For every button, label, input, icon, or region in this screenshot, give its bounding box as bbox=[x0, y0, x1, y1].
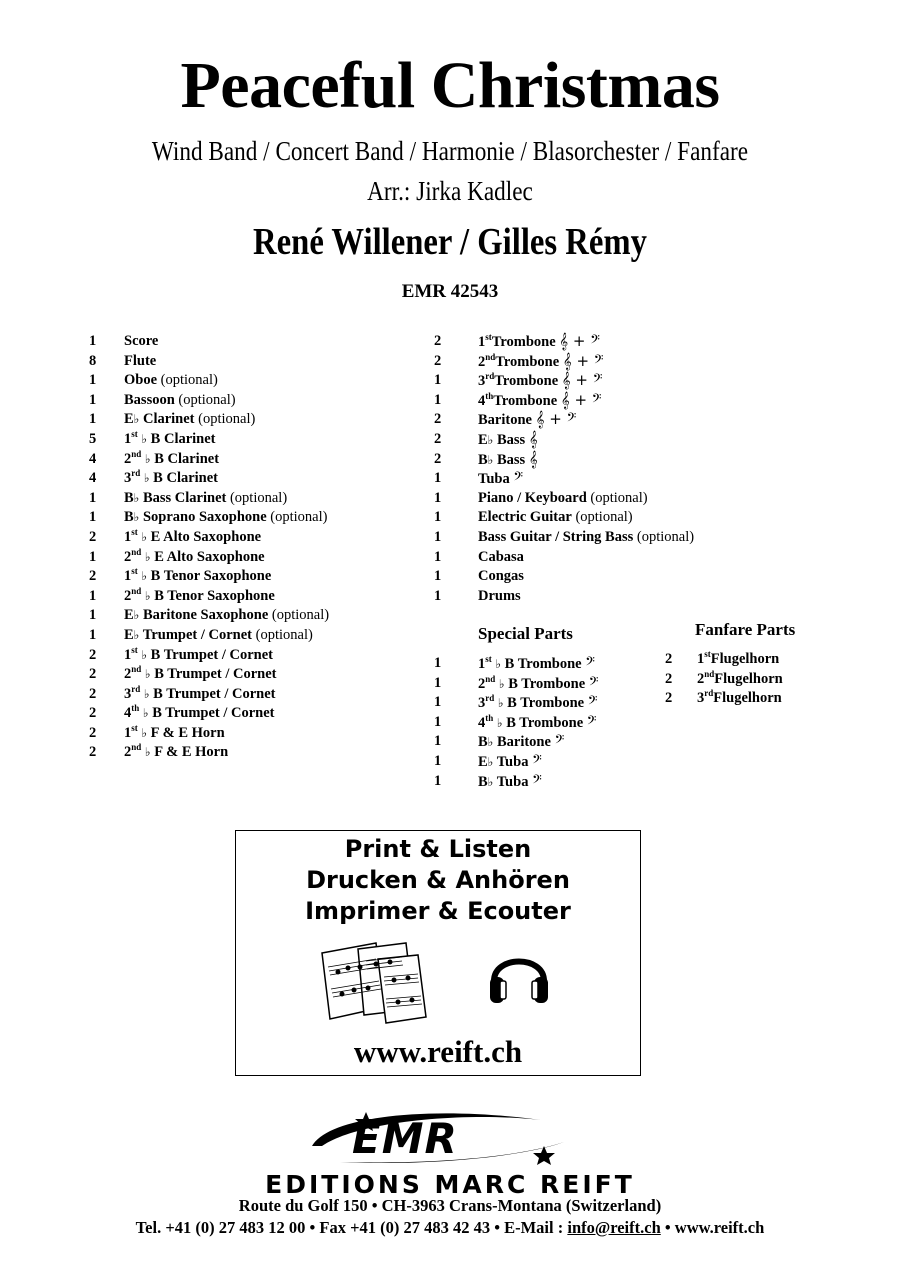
part-prefix: 4 bbox=[124, 705, 132, 722]
ordinal-suffix: th bbox=[131, 703, 140, 714]
part-prefix: 2 bbox=[478, 675, 486, 692]
ordinal-suffix: th bbox=[485, 390, 494, 401]
part-name bbox=[124, 567, 271, 587]
part-label: B Trumpet / Cornet bbox=[150, 646, 273, 663]
ordinal-suffix: rd bbox=[704, 688, 714, 699]
part-prefix: 1 bbox=[124, 528, 132, 545]
headphones-icon bbox=[486, 941, 552, 1007]
part-quantity: 1 bbox=[434, 372, 442, 389]
part-quantity: 2 bbox=[89, 568, 97, 585]
optional-note: (optional) bbox=[268, 607, 330, 624]
flat-sign: ♭ bbox=[487, 735, 494, 750]
part-quantity: 2 bbox=[89, 685, 97, 702]
page-title: Peaceful Christmas bbox=[180, 49, 720, 122]
part-name bbox=[124, 332, 158, 352]
part-label: Flugelhorn bbox=[713, 690, 782, 707]
publisher-name: EDITIONS MARC REIFT bbox=[265, 1170, 635, 1199]
part-prefix: 1 bbox=[124, 568, 132, 585]
part-quantity: 2 bbox=[89, 724, 97, 741]
print-listen-box bbox=[235, 830, 641, 1076]
part-name bbox=[124, 704, 275, 724]
part-label: Congas bbox=[478, 568, 524, 585]
optional-note: (optional) bbox=[633, 528, 695, 545]
part-quantity: 8 bbox=[89, 352, 97, 369]
ordinal-suffix: nd bbox=[704, 668, 715, 679]
part-label: B Trombone bbox=[508, 675, 586, 692]
part-quantity: 1 bbox=[434, 509, 442, 526]
clef-icon: 𝄞 + 𝄢 bbox=[561, 371, 603, 390]
part-prefix: 1 bbox=[124, 646, 132, 663]
part-label: E Alto Saxophone bbox=[150, 528, 262, 545]
part-prefix: E bbox=[124, 607, 134, 624]
part-quantity: 4 bbox=[89, 470, 97, 487]
part-label: B Tenor Saxophone bbox=[154, 587, 275, 604]
flat-sign: ♭ bbox=[496, 715, 503, 730]
part-label: B Trumpet / Cornet bbox=[152, 705, 275, 722]
optional-note: (optional) bbox=[194, 411, 256, 428]
part-name bbox=[697, 689, 782, 709]
clef-icon: 𝄢 bbox=[513, 469, 523, 488]
part-name bbox=[478, 391, 601, 412]
part-name bbox=[124, 508, 327, 528]
part-prefix: 4 bbox=[478, 714, 486, 731]
part-prefix: 2 bbox=[124, 666, 132, 683]
optional-note: (optional) bbox=[266, 509, 328, 526]
part-label: Flugelhorn bbox=[714, 670, 783, 687]
part-label: Flute bbox=[124, 352, 157, 369]
optional-note: (optional) bbox=[226, 489, 288, 506]
part-label: F & E Horn bbox=[150, 724, 225, 741]
flat-sign: ♭ bbox=[487, 754, 494, 769]
part-quantity: 1 bbox=[434, 655, 442, 671]
flat-sign: ♭ bbox=[141, 529, 148, 544]
part-quantity: 1 bbox=[89, 607, 97, 624]
flat-sign: ♭ bbox=[141, 569, 148, 584]
promo-line-3: Imprimer & Ecouter bbox=[305, 897, 571, 925]
part-label: Cabasa bbox=[478, 548, 524, 565]
part-quantity: 1 bbox=[434, 568, 442, 585]
ordinal-suffix: st bbox=[131, 722, 138, 733]
flat-sign: ♭ bbox=[133, 608, 140, 623]
flat-sign: ♭ bbox=[141, 725, 148, 740]
part-name bbox=[124, 724, 225, 744]
flat-sign: ♭ bbox=[487, 774, 494, 789]
part-name bbox=[697, 650, 779, 670]
part-name bbox=[124, 646, 273, 666]
part-quantity: 2 bbox=[434, 411, 442, 428]
flat-sign: ♭ bbox=[133, 412, 140, 427]
part-prefix: 1 bbox=[697, 651, 705, 667]
part-quantity: 1 bbox=[89, 587, 97, 604]
ordinal-suffix: st bbox=[704, 649, 711, 659]
part-prefix: B bbox=[478, 773, 488, 790]
part-label: B Trombone bbox=[507, 695, 585, 712]
part-name bbox=[478, 693, 597, 714]
contact-phone-fax: Tel. +41 (0) 27 483 12 00 • Fax +41 (0) 27 483 42 43 • E-Mail : bbox=[135, 1218, 568, 1237]
clef-icon: 𝄢 bbox=[586, 712, 597, 731]
part-label: B Trumpet / Cornet bbox=[154, 666, 277, 683]
sheet-music-icon bbox=[318, 937, 430, 1025]
flat-sign: ♭ bbox=[144, 549, 151, 564]
optional-note: (optional) bbox=[252, 626, 313, 643]
part-name bbox=[124, 430, 216, 450]
part-name bbox=[124, 743, 228, 763]
part-prefix: B bbox=[478, 451, 488, 468]
part-prefix: 1 bbox=[478, 656, 486, 672]
promo-line-1: Print & Listen bbox=[344, 835, 532, 863]
part-quantity: 2 bbox=[665, 651, 673, 667]
part-prefix: 3 bbox=[697, 690, 705, 707]
part-name bbox=[478, 528, 694, 548]
clef-icon: 𝄞 + 𝄢 bbox=[559, 332, 600, 350]
ordinal-suffix: st bbox=[131, 428, 138, 439]
part-name bbox=[124, 371, 218, 391]
part-label: Trombone bbox=[493, 392, 558, 409]
part-name bbox=[478, 548, 524, 568]
part-name bbox=[478, 713, 596, 734]
part-label: Bassoon bbox=[124, 391, 175, 408]
ordinal-suffix: rd bbox=[131, 683, 141, 694]
part-quantity: 2 bbox=[434, 333, 442, 349]
ordinal-suffix: st bbox=[131, 526, 138, 537]
ensemble-subtitle: Wind Band / Concert Band / Harmonie / Blasorchester / Fanfare bbox=[151, 136, 749, 166]
part-quantity: 1 bbox=[434, 733, 442, 750]
emr-logo bbox=[300, 1106, 600, 1166]
part-prefix: 2 bbox=[124, 548, 132, 565]
optional-note: (optional) bbox=[571, 509, 633, 526]
part-quantity: 1 bbox=[89, 626, 97, 643]
part-quantity: 1 bbox=[434, 674, 442, 691]
part-prefix: 3 bbox=[478, 695, 486, 712]
ordinal-suffix: nd bbox=[131, 448, 142, 459]
part-label: Electric Guitar bbox=[478, 509, 572, 526]
ordinal-suffix: st bbox=[485, 332, 492, 342]
part-label: B Trombone bbox=[504, 656, 582, 672]
part-prefix: 1 bbox=[124, 724, 132, 741]
part-quantity: 1 bbox=[434, 694, 442, 711]
part-quantity: 2 bbox=[434, 352, 442, 369]
part-name bbox=[124, 587, 275, 607]
part-quantity: 2 bbox=[89, 528, 97, 545]
part-prefix: 1 bbox=[478, 334, 486, 350]
part-quantity: 1 bbox=[434, 470, 442, 487]
ordinal-suffix: st bbox=[131, 644, 138, 655]
part-name bbox=[697, 670, 783, 690]
part-name bbox=[124, 626, 313, 646]
email-link[interactable]: info@reift.ch bbox=[567, 1218, 661, 1237]
flat-sign: ♭ bbox=[487, 452, 494, 467]
part-prefix: E bbox=[478, 431, 488, 448]
part-name bbox=[478, 508, 633, 528]
part-quantity: 1 bbox=[434, 587, 442, 604]
part-name bbox=[478, 410, 576, 431]
flat-sign: ♭ bbox=[141, 647, 148, 662]
part-quantity: 2 bbox=[665, 690, 673, 707]
part-name bbox=[478, 489, 648, 509]
part-name bbox=[478, 674, 598, 695]
ordinal-suffix: nd bbox=[485, 673, 496, 684]
flat-sign: ♭ bbox=[487, 432, 494, 447]
part-prefix: E bbox=[124, 411, 134, 428]
part-quantity: 1 bbox=[89, 333, 97, 349]
flat-sign: ♭ bbox=[144, 745, 151, 760]
optional-note: (optional) bbox=[586, 489, 648, 506]
composers: René Willener / Gilles Rémy bbox=[253, 221, 647, 263]
flat-sign: ♭ bbox=[133, 627, 140, 642]
optional-note: (optional) bbox=[157, 372, 218, 389]
part-label: Trombone bbox=[491, 334, 556, 350]
clef-icon: 𝄞 + 𝄢 bbox=[535, 410, 577, 429]
part-name bbox=[124, 410, 255, 430]
part-prefix: 4 bbox=[478, 392, 486, 409]
part-name bbox=[478, 654, 595, 675]
contact-website: • www.reift.ch bbox=[660, 1218, 765, 1237]
flat-sign: ♭ bbox=[143, 471, 150, 486]
part-prefix: 3 bbox=[124, 685, 132, 702]
part-prefix: 1 bbox=[124, 430, 132, 447]
part-prefix: 3 bbox=[478, 373, 486, 390]
part-name bbox=[478, 371, 602, 392]
part-label: Clarinet bbox=[142, 411, 195, 428]
part-name bbox=[478, 450, 538, 471]
part-label: Baritone bbox=[478, 412, 532, 429]
flat-sign: ♭ bbox=[133, 490, 140, 505]
publisher-address: Route du Golf 150 • CH-3963 Crans-Montana (Switzerland) bbox=[238, 1196, 662, 1215]
part-quantity: 4 bbox=[89, 450, 97, 467]
part-name bbox=[478, 469, 523, 490]
clef-icon: 𝄢 bbox=[532, 751, 542, 770]
part-name bbox=[124, 665, 277, 685]
part-label: F & E Horn bbox=[154, 744, 229, 761]
ordinal-suffix: th bbox=[485, 712, 494, 723]
part-name bbox=[124, 489, 287, 509]
clef-icon: 𝄞 bbox=[528, 449, 538, 468]
part-label: Bass Guitar / String Bass bbox=[478, 528, 634, 545]
flat-sign: ♭ bbox=[144, 667, 151, 682]
part-label: B Clarinet bbox=[153, 470, 219, 487]
part-quantity: 2 bbox=[89, 646, 97, 663]
part-quantity: 2 bbox=[89, 666, 97, 683]
part-quantity: 1 bbox=[89, 391, 97, 408]
part-name bbox=[124, 391, 236, 411]
ordinal-suffix: rd bbox=[485, 693, 495, 704]
part-name bbox=[478, 587, 521, 607]
part-quantity: 2 bbox=[434, 450, 442, 467]
clef-icon: 𝄢 bbox=[554, 732, 565, 751]
clef-icon: 𝄞 + 𝄢 bbox=[562, 351, 604, 370]
part-label: Baritone Saxophone bbox=[142, 607, 269, 624]
part-label: B Clarinet bbox=[154, 450, 220, 467]
part-name bbox=[124, 352, 156, 372]
part-name bbox=[478, 352, 603, 373]
clef-icon: 𝄢 bbox=[587, 693, 598, 712]
flat-sign: ♭ bbox=[498, 676, 505, 691]
part-name bbox=[124, 606, 329, 626]
part-label: Drums bbox=[478, 587, 521, 604]
part-quantity: 1 bbox=[434, 548, 442, 565]
part-quantity: 5 bbox=[89, 430, 97, 447]
ordinal-suffix: rd bbox=[485, 371, 495, 382]
part-quantity: 2 bbox=[89, 705, 97, 722]
part-label: Trombone bbox=[494, 373, 559, 390]
part-label: Baritone bbox=[496, 734, 551, 751]
part-name bbox=[478, 332, 600, 353]
ordinal-suffix: nd bbox=[131, 585, 142, 596]
part-name bbox=[124, 469, 218, 489]
part-quantity: 1 bbox=[89, 509, 97, 526]
flat-sign: ♭ bbox=[141, 431, 148, 446]
part-name bbox=[124, 548, 265, 568]
flat-sign: ♭ bbox=[495, 657, 502, 671]
logo-text: EMR bbox=[352, 1114, 458, 1163]
part-quantity: 1 bbox=[434, 713, 442, 730]
ordinal-suffix: nd bbox=[131, 664, 142, 675]
part-prefix: 2 bbox=[124, 744, 132, 761]
flat-sign: ♭ bbox=[497, 696, 504, 711]
part-label: B Trombone bbox=[506, 714, 584, 731]
part-quantity: 1 bbox=[89, 411, 97, 428]
part-label: Oboe bbox=[124, 372, 158, 389]
part-quantity: 1 bbox=[434, 772, 442, 789]
part-quantity: 1 bbox=[89, 489, 97, 506]
part-label: Piano / Keyboard bbox=[478, 489, 587, 506]
part-name bbox=[124, 685, 275, 705]
ordinal-suffix: st bbox=[131, 566, 138, 577]
part-name bbox=[478, 752, 542, 773]
part-quantity: 1 bbox=[89, 372, 97, 389]
part-name bbox=[124, 528, 261, 548]
clef-icon: 𝄢 bbox=[588, 673, 599, 692]
clef-icon: 𝄞 bbox=[528, 429, 538, 448]
part-label: B Tenor Saxophone bbox=[150, 568, 272, 585]
part-quantity: 1 bbox=[434, 752, 442, 769]
special-parts-heading: Special Parts bbox=[478, 624, 573, 643]
ordinal-suffix: nd bbox=[485, 351, 496, 362]
ordinal-suffix: nd bbox=[131, 742, 142, 753]
flat-sign: ♭ bbox=[143, 686, 150, 701]
part-label: B Trumpet / Cornet bbox=[153, 685, 276, 702]
part-quantity: 1 bbox=[434, 489, 442, 506]
part-prefix: 2 bbox=[124, 450, 132, 467]
part-label: Bass Clarinet bbox=[142, 489, 227, 506]
part-label: Soprano Saxophone bbox=[142, 509, 267, 526]
optional-note: (optional) bbox=[174, 391, 236, 408]
part-label: Trumpet / Cornet bbox=[142, 626, 252, 643]
ordinal-suffix: nd bbox=[131, 546, 142, 557]
part-prefix: B bbox=[478, 734, 488, 751]
part-label: Tuba bbox=[496, 773, 529, 790]
catalog-number: EMR 42543 bbox=[401, 281, 499, 302]
part-prefix: B bbox=[124, 489, 134, 506]
promo-url[interactable]: www.reift.ch bbox=[353, 1034, 523, 1069]
part-label: B Clarinet bbox=[150, 430, 216, 447]
part-prefix: 2 bbox=[478, 353, 486, 370]
part-label: Flugelhorn bbox=[710, 651, 780, 667]
promo-line-2: Drucken & Anhören bbox=[306, 866, 570, 894]
flat-sign: ♭ bbox=[144, 588, 151, 603]
part-label: Bass bbox=[496, 431, 526, 448]
part-label: Tuba bbox=[496, 753, 529, 770]
part-prefix: E bbox=[124, 626, 134, 643]
part-name bbox=[478, 732, 564, 753]
part-label: Bass bbox=[496, 451, 526, 468]
part-prefix: B bbox=[124, 509, 134, 526]
flat-sign: ♭ bbox=[142, 706, 149, 721]
part-prefix: 3 bbox=[124, 470, 132, 487]
flat-sign: ♭ bbox=[133, 510, 140, 525]
part-label: Score bbox=[124, 333, 159, 349]
part-label: E Alto Saxophone bbox=[154, 548, 265, 565]
clef-icon: 𝄞 + 𝄢 bbox=[560, 390, 602, 409]
part-prefix: 2 bbox=[124, 587, 132, 604]
clef-icon: 𝄢 bbox=[532, 771, 542, 790]
part-prefix: 2 bbox=[697, 670, 705, 687]
part-label: Trombone bbox=[495, 353, 560, 370]
ordinal-suffix: st bbox=[485, 654, 492, 664]
ordinal-suffix: rd bbox=[131, 468, 141, 479]
part-quantity: 2 bbox=[665, 670, 673, 687]
part-name bbox=[478, 567, 524, 587]
part-label: Tuba bbox=[478, 471, 510, 488]
part-quantity: 2 bbox=[89, 744, 97, 761]
part-quantity: 1 bbox=[89, 548, 97, 565]
fanfare-parts-heading: Fanfare Parts bbox=[695, 620, 796, 639]
part-name bbox=[124, 450, 219, 470]
part-quantity: 1 bbox=[434, 391, 442, 408]
publisher-contact bbox=[0, 1218, 900, 1238]
clef-icon: 𝄢 bbox=[585, 654, 595, 672]
arranger: Arr.: Jirka Kadlec bbox=[367, 176, 533, 206]
part-prefix: E bbox=[478, 753, 488, 770]
part-name bbox=[478, 772, 542, 793]
flat-sign: ♭ bbox=[144, 451, 151, 466]
part-quantity: 1 bbox=[434, 528, 442, 545]
part-quantity: 2 bbox=[434, 430, 442, 447]
part-name bbox=[478, 430, 538, 451]
